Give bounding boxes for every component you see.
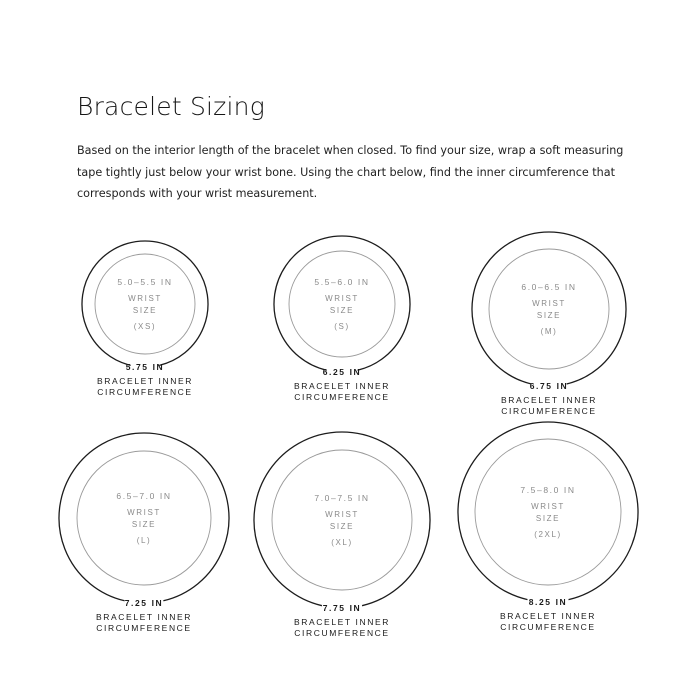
caption-line-2: CIRCUMFERENCE bbox=[500, 622, 596, 632]
wrist-inner-ring bbox=[489, 249, 609, 369]
size-label: SIZE bbox=[132, 306, 158, 315]
circumference-value: 7.25 IN bbox=[124, 598, 164, 608]
wrist-label: WRIST bbox=[128, 294, 162, 303]
bracelet-outer-ring bbox=[82, 241, 208, 365]
intro-paragraph: Based on the interior length of the bracelet when closed. To find your size, wrap a soft measuring tape tightly just below your wrist bone. Using the chart below, find the inner circumference that corresponds with your wrist measurement. bbox=[77, 144, 624, 200]
page-title: Bracelet Sizing bbox=[77, 92, 265, 121]
size-label: SIZE bbox=[131, 520, 157, 529]
wrist-label: WRIST bbox=[325, 294, 359, 303]
wrist-label: WRIST bbox=[127, 508, 161, 517]
wrist-size-range: 5.0–5.5 IN bbox=[117, 277, 173, 287]
wrist-label: WRIST bbox=[532, 299, 566, 308]
wrist-size-range: 6.0–6.5 IN bbox=[521, 282, 577, 292]
size-label: SIZE bbox=[536, 311, 562, 320]
wrist-inner-ring bbox=[272, 450, 412, 590]
size-code: (M) bbox=[540, 327, 558, 336]
caption-line-2: CIRCUMFERENCE bbox=[294, 628, 390, 638]
size-code: (XS) bbox=[133, 322, 157, 331]
wrist-inner-ring bbox=[95, 254, 195, 354]
size-code: (L) bbox=[136, 536, 152, 545]
size-code: (XL) bbox=[331, 538, 353, 547]
size-code: (2XL) bbox=[534, 530, 562, 539]
size-code: (S) bbox=[334, 322, 350, 331]
wrist-size-range: 6.5–7.0 IN bbox=[116, 491, 172, 501]
bracelet-outer-ring bbox=[274, 236, 410, 370]
circumference-value: 7.75 IN bbox=[322, 603, 362, 613]
circumference-value: 5.75 IN bbox=[125, 362, 165, 372]
caption-line-1: BRACELET INNER bbox=[501, 395, 597, 405]
wrist-inner-ring bbox=[77, 451, 211, 585]
circumference-value: 6.25 IN bbox=[322, 367, 362, 377]
caption-line-1: BRACELET INNER bbox=[97, 376, 193, 386]
caption-line-2: CIRCUMFERENCE bbox=[96, 623, 192, 633]
wrist-size-range: 5.5–6.0 IN bbox=[314, 277, 370, 287]
wrist-size-range: 7.5–8.0 IN bbox=[520, 485, 576, 495]
caption-line-1: BRACELET INNER bbox=[500, 611, 596, 621]
caption-line-2: CIRCUMFERENCE bbox=[294, 392, 390, 402]
caption-line-2: CIRCUMFERENCE bbox=[97, 387, 193, 397]
wrist-label: WRIST bbox=[325, 510, 359, 519]
caption-line-1: BRACELET INNER bbox=[294, 381, 390, 391]
circumference-value: 8.25 IN bbox=[528, 597, 568, 607]
size-label: SIZE bbox=[329, 522, 355, 531]
caption-line-2: CIRCUMFERENCE bbox=[501, 406, 597, 416]
wrist-inner-ring bbox=[475, 439, 621, 585]
wrist-size-range: 7.0–7.5 IN bbox=[314, 493, 370, 503]
size-label: SIZE bbox=[535, 514, 561, 523]
circumference-value: 6.75 IN bbox=[529, 381, 569, 391]
wrist-label: WRIST bbox=[531, 502, 565, 511]
wrist-inner-ring bbox=[289, 251, 395, 357]
size-label: SIZE bbox=[329, 306, 355, 315]
caption-line-1: BRACELET INNER bbox=[96, 612, 192, 622]
caption-line-1: BRACELET INNER bbox=[294, 617, 390, 627]
